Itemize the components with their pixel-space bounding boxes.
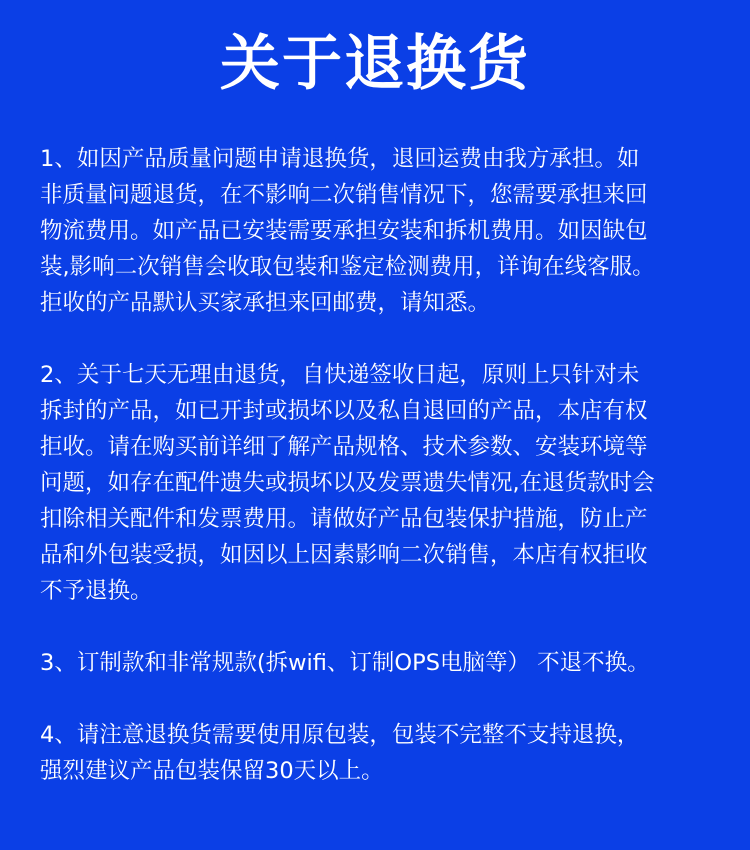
- text-line: 2、关于七天无理由退货，自快递签收日起，原则上只针对未: [40, 362, 640, 388]
- text-line: 不予退换。: [40, 578, 153, 604]
- text-line: 1、如因产品质量问题申请退换货，退回运费由我方承担。如: [40, 146, 640, 172]
- paragraph-spacer: [40, 609, 720, 645]
- policy-paragraph-4: [40, 717, 720, 789]
- policy-paragraph-2: [40, 357, 720, 609]
- text-line: 4、请注意退换货需要使用原包装，包装不完整不支持退换，: [40, 722, 640, 748]
- page-title: 关于退换货: [220, 29, 530, 99]
- policy-paragraph-1: [40, 141, 720, 321]
- paragraph-spacer: [40, 321, 720, 357]
- text-line: 问题，如存在配件遗失或损坏以及发票遗失情况,在退货款时会: [40, 470, 655, 496]
- policy-content: [40, 141, 720, 789]
- text-line: 扣除相关配件和发票费用。请做好产品包装保护措施，防止产: [40, 506, 648, 532]
- text-line: 物流费用。如产品已安装需要承担安装和拆机费用。如因缺包: [40, 218, 648, 244]
- text-line: 非质量问题退货，在不影响二次销售情况下，您需要承担来回: [40, 182, 648, 208]
- text-line: 拒收的产品默认买家承担来回邮费，请知悉。: [40, 290, 491, 316]
- text-line: 强烈建议产品包装保留30天以上。: [40, 758, 384, 784]
- text-line: 拒收。请在购买前详细了解产品规格、技术参数、安装环境等: [40, 434, 648, 460]
- text-line: 品和外包装受损，如因以上因素影响二次销售，本店有权拒收: [40, 542, 648, 568]
- paragraph-spacer: [40, 681, 720, 717]
- text-line: 装,影响二次销售会收取包装和鉴定检测费用，详询在线客服。: [40, 254, 655, 280]
- text-line: 拆封的产品，如已开封或损坏以及私自退回的产品，本店有权: [40, 398, 648, 424]
- text-line: 3、订制款和非常规款(拆wifi、订制OPS电脑等） 不退不换。: [40, 650, 650, 676]
- policy-paragraph-3: [40, 645, 720, 681]
